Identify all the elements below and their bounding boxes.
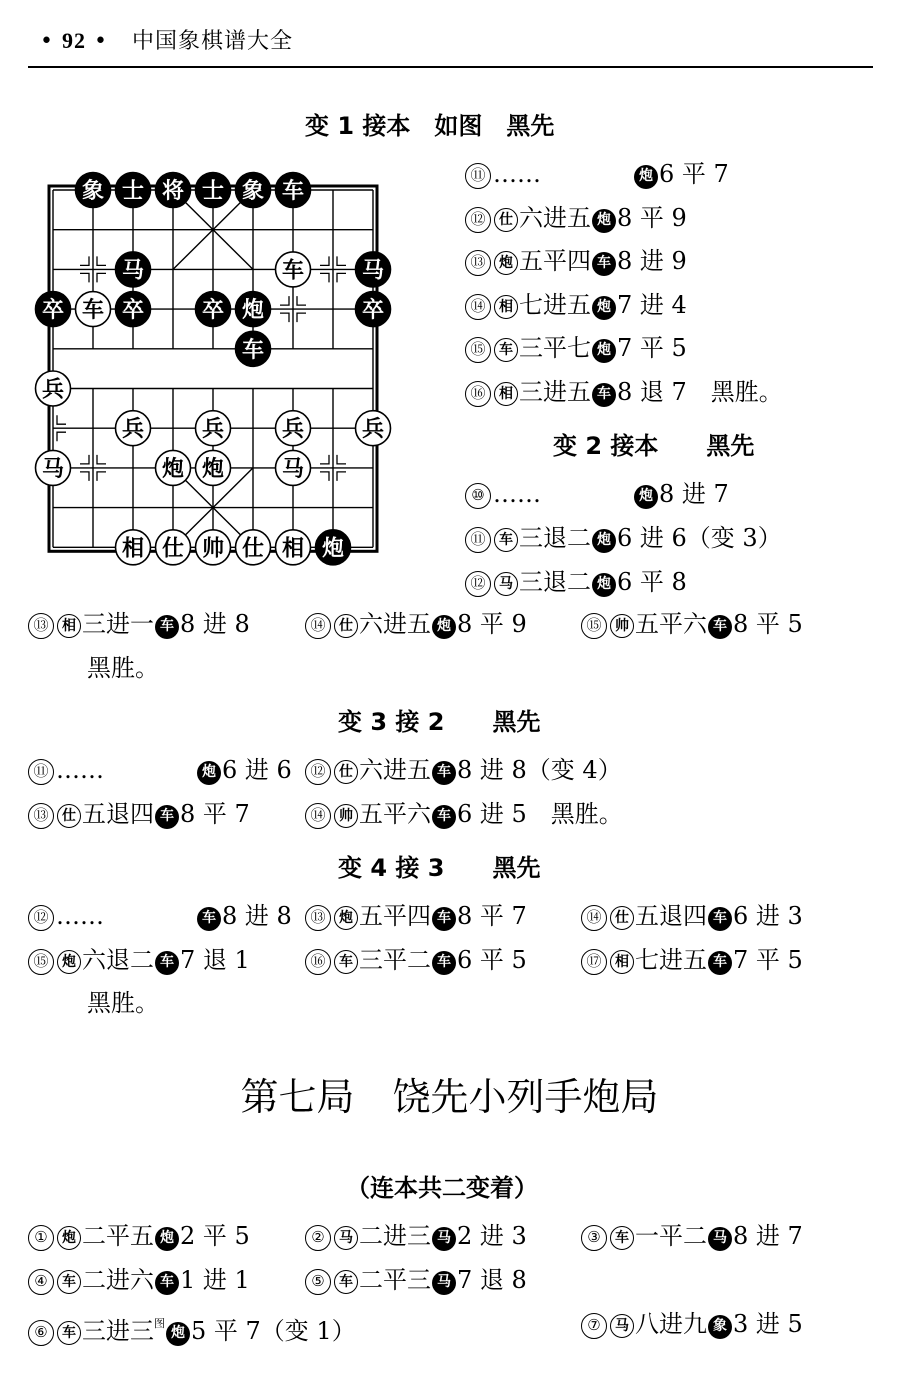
black-piece-icon: 车: [155, 615, 179, 639]
red-piece-icon: 帅: [334, 804, 358, 828]
piece-label: 士: [201, 179, 225, 204]
red-piece-icon: 相: [494, 295, 518, 319]
move-number: ⑬: [28, 613, 54, 639]
red-piece-icon: 马: [610, 1314, 634, 1338]
piece-label: 相: [281, 536, 305, 562]
position-mark: [57, 415, 66, 424]
piece-label: 相: [121, 536, 145, 562]
black-move: 6 进 6: [222, 756, 292, 784]
red-move: 六进五: [359, 756, 431, 784]
header-rule: [28, 66, 873, 68]
black-piece-icon: 车: [708, 907, 732, 931]
black-piece-icon: 炮: [592, 296, 616, 320]
red-piece-icon: 炮: [57, 950, 81, 974]
move-number: ①: [28, 1225, 54, 1251]
piece-label: 兵: [41, 377, 65, 403]
piece-label: 炮: [241, 298, 265, 324]
piece-label: 车: [241, 337, 265, 363]
red-piece-icon: 相: [57, 614, 81, 638]
red-move: 三退二: [519, 568, 591, 596]
position-mark: [320, 455, 329, 464]
black-move: 7 平 5: [617, 334, 687, 363]
var2-title: 变 2 接本 黑先: [553, 432, 755, 460]
move-number: ⑥: [28, 1320, 54, 1346]
red-move: 一平二: [635, 1222, 707, 1250]
black-piece-icon: 炮: [592, 573, 616, 597]
red-move: 七进五: [635, 946, 707, 974]
piece-label: 卒: [201, 298, 225, 324]
black-piece-icon: 车: [432, 761, 456, 785]
black-piece-icon: 车: [155, 1271, 179, 1295]
black-move: 8 平 7: [180, 800, 250, 828]
move: [465, 158, 729, 190]
red-move: 二进六: [82, 1266, 154, 1294]
move-number: ⑭: [305, 613, 331, 639]
position-mark: [80, 455, 89, 464]
black-move: 5 平 7（变 1）: [191, 1317, 356, 1345]
piece-label: 将: [161, 179, 185, 204]
move-number: ⑮: [465, 337, 491, 363]
var3-title: 变 3 接 2 黑先: [338, 708, 541, 736]
move-number: ③: [581, 1225, 607, 1251]
piece-label: 炮: [201, 456, 225, 482]
black-move: 8 进 7: [659, 480, 729, 508]
red-move: 六进五: [359, 610, 431, 638]
red-piece-icon: 炮: [57, 1226, 81, 1250]
move: [581, 608, 803, 640]
piece-label: 仕: [241, 536, 265, 562]
position-mark: [337, 472, 346, 481]
move: [581, 1220, 803, 1252]
red-move: 八进九: [635, 1310, 707, 1338]
piece-label: 卒: [361, 298, 385, 324]
black-piece-icon: 炮: [432, 615, 456, 639]
move: [305, 754, 622, 786]
red-move: 五平四: [519, 247, 591, 276]
piece-label: 卒: [121, 298, 145, 324]
red-move: 六退二: [82, 946, 154, 974]
piece-label: 车: [81, 298, 105, 324]
red-move: 三进三: [82, 1317, 154, 1345]
black-move: 2 平 5: [180, 1222, 250, 1250]
move-number: ⑬: [305, 905, 331, 931]
move: [28, 900, 292, 932]
black-move: 6 平 8: [617, 568, 687, 596]
red-piece-icon: 马: [334, 1226, 358, 1250]
red-piece-icon: 帅: [610, 614, 634, 638]
move-number: ⑪: [465, 527, 491, 553]
move-number: ⑭: [305, 803, 331, 829]
black-piece-icon: 象: [708, 1315, 732, 1339]
move-number: ⑬: [465, 250, 491, 276]
move-number: ⑪: [28, 759, 54, 785]
move-number: ②: [305, 1225, 331, 1251]
red-piece-icon: 车: [334, 950, 358, 974]
red-piece-icon: 车: [494, 338, 518, 362]
move-number: ⑬: [28, 803, 54, 829]
piece-label: 兵: [281, 417, 305, 443]
black-move: 6 平 7: [659, 160, 729, 188]
black-piece-icon: 炮: [592, 209, 616, 233]
position-mark: [320, 256, 329, 265]
black-piece-icon: 炮: [197, 761, 221, 785]
figure-marker: 图: [154, 1317, 165, 1330]
black-piece-icon: 车: [155, 951, 179, 975]
black-move: 6 进 3: [733, 902, 803, 930]
red-piece-icon: 相: [494, 382, 518, 406]
move: [465, 376, 783, 408]
position-mark: [280, 313, 289, 322]
move: [305, 798, 623, 830]
red-piece-icon: 仕: [334, 760, 358, 784]
piece-label: 马: [121, 258, 145, 284]
black-piece-icon: 车: [592, 252, 616, 276]
var4-title: 变 4 接 3 黑先: [338, 854, 541, 882]
move-number: ⑭: [465, 294, 491, 320]
running-header: • 92 • 中国象棋谱大全: [40, 28, 293, 54]
position-mark: [280, 296, 289, 305]
red-move: 五平六: [359, 800, 431, 828]
position-mark: [97, 256, 106, 265]
black-move: 6 平 5: [457, 946, 527, 974]
black-move: 8 退 7: [617, 378, 687, 406]
result-text: 黑胜。: [526, 800, 623, 828]
piece-label: 兵: [361, 417, 385, 443]
black-move: 7 平 5: [733, 946, 803, 974]
red-move: 二进三: [359, 1222, 431, 1250]
black-piece-icon: 炮: [166, 1322, 190, 1346]
move: [465, 566, 687, 598]
red-move: 三进五: [519, 378, 591, 406]
move: [305, 944, 527, 976]
red-move: 五平四: [359, 902, 431, 930]
move-number: ④: [28, 1269, 54, 1295]
black-move: 8 进 8: [180, 610, 250, 638]
move: [465, 332, 687, 364]
black-move: 8 平 7: [457, 902, 527, 930]
piece-label: 士: [121, 179, 145, 204]
piece-label: 马: [41, 456, 65, 482]
var2-result: 黑胜。: [87, 654, 159, 682]
ellipsis: ……: [56, 902, 104, 930]
red-piece-icon: 炮: [334, 906, 358, 930]
red-piece-icon: 炮: [494, 251, 518, 275]
piece-label: 车: [281, 258, 305, 284]
position-mark: [297, 313, 306, 322]
black-move: 3 进 5: [733, 1310, 803, 1338]
black-piece-icon: 炮: [155, 1227, 179, 1251]
move: [305, 1264, 527, 1296]
red-move: 六进五: [519, 203, 591, 232]
game-subtitle: （连本共二变着）: [346, 1174, 538, 1202]
move-number: ⑮: [28, 949, 54, 975]
piece-label: 马: [361, 258, 385, 284]
position-mark: [297, 296, 306, 305]
move-number: ⑫: [465, 207, 491, 233]
game-title: 第七局 饶先小列手炮局: [240, 1075, 659, 1119]
move: [305, 608, 527, 640]
red-piece-icon: 车: [610, 1226, 634, 1250]
move: [28, 798, 250, 830]
red-move: 五平六: [635, 610, 707, 638]
piece-label: 象: [81, 179, 105, 204]
move: [581, 1308, 803, 1340]
black-piece-icon: 炮: [634, 165, 658, 189]
black-piece-icon: 车: [432, 805, 456, 829]
black-piece-icon: 车: [708, 615, 732, 639]
move: [581, 944, 803, 976]
position-mark: [337, 455, 346, 464]
move-number: ⑫: [28, 905, 54, 931]
piece-label: 卒: [41, 298, 65, 324]
black-move: 8 进 8: [222, 902, 292, 930]
black-move: 8 进 8（变 4）: [457, 756, 622, 784]
ellipsis: ……: [493, 480, 541, 508]
move: [305, 1220, 527, 1252]
var4-result: 黑胜。: [87, 989, 159, 1017]
move: [28, 944, 250, 976]
position-mark: [320, 472, 329, 481]
black-move: 1 进 1: [180, 1266, 250, 1294]
move-number: ⑭: [581, 905, 607, 931]
red-move: 五退四: [635, 902, 707, 930]
black-move: 2 进 3: [457, 1222, 527, 1250]
move: [465, 202, 687, 234]
move: [28, 1220, 250, 1252]
black-piece-icon: 车: [432, 907, 456, 931]
move-number: ⑮: [581, 613, 607, 639]
xiangqi-board-diagram: [28, 168, 428, 588]
piece-label: 马: [281, 456, 305, 482]
red-move: 五退四: [82, 800, 154, 828]
black-move: 8 平 5: [733, 610, 803, 638]
black-move: 7 进 4: [617, 290, 687, 319]
move: [465, 289, 687, 321]
black-move: 6 进 6（变 3）: [617, 524, 782, 552]
black-piece-icon: 炮: [592, 339, 616, 363]
black-piece-icon: 车: [155, 805, 179, 829]
black-move: 7 退 1: [180, 946, 250, 974]
black-piece-icon: 车: [592, 383, 616, 407]
move-number: ⑰: [581, 949, 607, 975]
piece-label: 帅: [201, 536, 225, 562]
black-move: 8 进 7: [733, 1222, 803, 1250]
black-piece-icon: 炮: [592, 529, 616, 553]
ellipsis: ……: [493, 160, 541, 188]
piece-label: 车: [281, 179, 305, 204]
red-move: 三平七: [519, 334, 591, 363]
position-mark: [97, 273, 106, 282]
piece-label: 兵: [201, 417, 225, 443]
red-move: 三平二: [359, 946, 431, 974]
black-piece-icon: 马: [432, 1227, 456, 1251]
position-mark: [80, 256, 89, 265]
move: [28, 754, 292, 786]
move: [305, 900, 527, 932]
black-piece-icon: 炮: [634, 485, 658, 509]
position-mark: [97, 472, 106, 481]
piece-label: 炮: [161, 456, 185, 482]
move: [28, 1264, 250, 1296]
piece-label: 炮: [321, 536, 345, 562]
position-mark: [57, 432, 66, 441]
book-title: 中国象棋谱大全: [131, 29, 293, 54]
position-mark: [320, 273, 329, 282]
red-piece-icon: 仕: [494, 208, 518, 232]
red-move: 七进五: [519, 290, 591, 319]
position-mark: [337, 256, 346, 265]
move-number: ⑯: [305, 949, 331, 975]
red-move: 三退二: [519, 524, 591, 552]
position-mark: [337, 273, 346, 282]
move-number: ⑦: [581, 1313, 607, 1339]
black-move: 8 平 9: [617, 203, 687, 232]
red-move: 三进一: [82, 610, 154, 638]
ellipsis: ……: [56, 756, 104, 784]
move: [581, 900, 803, 932]
red-move: 二平五: [82, 1222, 154, 1250]
position-mark: [80, 273, 89, 282]
move: [28, 608, 250, 640]
black-piece-icon: 车: [197, 907, 221, 931]
red-piece-icon: 车: [57, 1321, 81, 1345]
red-move: 二平三: [359, 1266, 431, 1294]
black-piece-icon: 车: [708, 951, 732, 975]
piece-label: 仕: [161, 536, 185, 562]
black-piece-icon: 马: [432, 1271, 456, 1295]
red-piece-icon: 相: [610, 950, 634, 974]
red-piece-icon: 车: [334, 1270, 358, 1294]
move-number: ⑫: [305, 759, 331, 785]
var1-title: 变 1 接本 如图 黑先: [305, 112, 555, 140]
result-text: 黑胜。: [686, 378, 783, 406]
black-move: 7 退 8: [457, 1266, 527, 1294]
piece-label: 象: [241, 179, 265, 204]
position-mark: [97, 455, 106, 464]
black-piece-icon: 车: [432, 951, 456, 975]
piece-label: 兵: [121, 417, 145, 443]
move-number: ⑩: [465, 483, 491, 509]
red-piece-icon: 马: [494, 572, 518, 596]
position-mark: [80, 472, 89, 481]
red-piece-icon: 仕: [57, 804, 81, 828]
move: [28, 1308, 356, 1347]
move: [465, 522, 782, 554]
black-move: 8 进 9: [617, 247, 687, 276]
red-piece-icon: 车: [57, 1270, 81, 1294]
move-number: ⑯: [465, 381, 491, 407]
red-piece-icon: 车: [494, 528, 518, 552]
move-number: ⑫: [465, 571, 491, 597]
black-move: 6 进 5: [457, 800, 527, 828]
black-move: 8 平 9: [457, 610, 527, 638]
move: [465, 478, 729, 510]
move-number: ⑪: [465, 163, 491, 189]
move-number: ⑤: [305, 1269, 331, 1295]
red-piece-icon: 仕: [610, 906, 634, 930]
move: [465, 245, 687, 277]
red-piece-icon: 仕: [334, 614, 358, 638]
black-piece-icon: 马: [708, 1227, 732, 1251]
page-number: 92: [61, 28, 86, 53]
